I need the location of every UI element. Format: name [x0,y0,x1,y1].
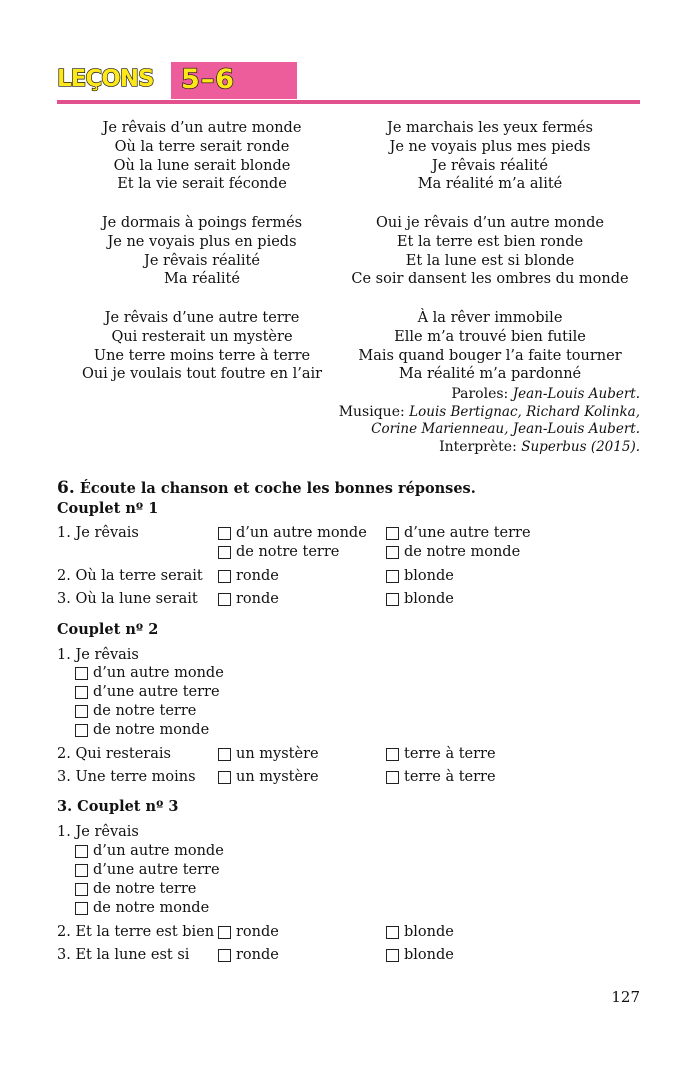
couplet-3-title: 3. Couplet nº 3 [57,798,179,815]
lyric-line: Je rêvais d’un autre monde [102,120,302,136]
lyric-line: Et la vie serait féconde [117,176,287,193]
lyric-line: Qui resterait un mystère [111,328,293,345]
checkbox[interactable] [386,949,399,962]
credit-label: Paroles: [451,386,509,402]
option-label: ronde [236,568,279,584]
option-label: blonde [404,947,454,963]
checkbox[interactable] [386,546,399,559]
option-label: de notre terre [236,544,340,560]
checkbox[interactable] [218,527,231,540]
song-credits [339,386,640,456]
credit-value: Corine Marienneau, Jean-Louis Aubert. [371,421,640,437]
lyrics-stanza-left-2 [60,214,344,289]
lyric-line: Ce soir dansent les ombres du monde [351,271,629,288]
answer-option[interactable] [218,947,279,963]
question-label: 3. Une terre moins [57,769,196,785]
lyric-line: Je ne voyais plus mes pieds [389,138,591,155]
answer-option[interactable] [386,525,531,541]
question-label: 3. Où la lune serait [57,591,198,607]
answer-option[interactable] [218,525,367,541]
checkbox[interactable] [218,570,231,583]
checkbox[interactable] [75,686,88,699]
checkbox[interactable] [75,705,88,718]
lyric-line: Ma réalité m’a pardonné [398,366,582,383]
exercise-number: 6. [57,478,75,498]
checkbox[interactable] [75,667,88,680]
unit-number: 5–6 [181,64,236,95]
answer-option[interactable] [218,544,339,560]
option-label: un mystère [236,769,319,785]
checkbox[interactable] [386,527,399,540]
option-label: de notre monde [93,900,210,916]
option-label: de notre monde [404,544,521,560]
option-label: d’un autre monde [236,525,367,541]
checkbox[interactable] [218,771,231,784]
credit-value: Louis Bertignac, Richard Kolinka, [409,403,640,420]
credit-value: Superbus (2015). [521,438,640,455]
option-label: ronde [236,591,279,607]
option-label: terre à terre [404,769,496,785]
credit-label: Musique: [338,403,405,420]
lyric-line: À la rêver immobile [417,310,563,326]
checkbox[interactable] [386,926,399,939]
checkbox[interactable] [75,724,88,737]
option-label: de notre monde [93,722,210,738]
answer-option[interactable] [75,703,196,719]
lyric-line: Mais quand bouger l’a faite tourner [358,347,622,364]
answer-option[interactable] [75,881,196,897]
lyrics-stanza-right-2 [340,214,640,289]
lyric-line: Une terre moins terre à terre [93,347,311,364]
option-label: terre à terre [404,746,496,762]
lyric-line: Elle m’a trouvé bien futile [394,328,586,345]
lyric-line: Oui je rêvais d’un autre monde [376,215,604,231]
credit-value: Jean-Louis Aubert. [512,386,640,402]
answer-option[interactable] [386,769,496,785]
answer-option[interactable] [386,947,454,963]
lyric-line: Je rêvais réalité [144,252,260,269]
answer-option[interactable] [75,665,224,681]
lyric-line: Où la lune serait blonde [113,157,291,174]
answer-option[interactable] [386,924,454,940]
checkbox[interactable] [218,949,231,962]
option-label: d’une autre terre [93,862,220,878]
checkbox[interactable] [218,926,231,939]
checkbox[interactable] [75,845,88,858]
answer-option[interactable] [75,900,209,916]
checkbox[interactable] [218,546,231,559]
section-title: LEÇONS [57,66,154,92]
answer-option[interactable] [218,769,319,785]
lyric-line: Ma réalité m’a alité [417,176,563,193]
option-label: un mystère [236,746,319,762]
question-label: 2. Où la terre serait [57,568,203,584]
lyric-line: Je marchais les yeux fermés [387,120,593,136]
answer-option[interactable] [75,862,220,878]
checkbox[interactable] [75,883,88,896]
answer-option[interactable] [386,746,496,762]
lyrics-stanza-left-1 [60,119,344,194]
checkbox[interactable] [75,864,88,877]
question-label: 1. Je rêvais [57,824,139,840]
couplet-2-title: Couplet nº 2 [57,621,159,638]
lyric-line: Je rêvais d’une autre terre [104,310,300,326]
lyrics-stanza-left-3 [60,309,344,384]
lyric-line: Oui je voulais tout foutre en l’air [81,366,323,383]
answer-option[interactable] [218,746,319,762]
option-label: d’un autre monde [93,843,224,859]
lyric-line: Où la terre serait ronde [114,138,290,155]
question-label: 1. Je rêvais [57,647,139,663]
answer-option[interactable] [75,843,224,859]
header-rule [57,100,640,104]
option-label: blonde [404,924,454,940]
lyrics-stanza-right-1 [340,119,640,194]
checkbox[interactable] [386,748,399,761]
lyric-line: Et la terre est bien ronde [396,233,584,250]
question-label: 2. Qui resterais [57,746,171,762]
option-label: d’une autre terre [93,684,220,700]
lyrics-stanza-right-3 [340,309,640,384]
lyric-line: Je ne voyais plus en pieds [107,233,297,250]
option-label: ronde [236,924,279,940]
answer-option[interactable] [386,591,454,607]
lyric-line: Ma réalité [164,271,240,288]
answer-option[interactable] [386,544,520,560]
option-label: blonde [404,568,454,584]
page-header [57,62,640,106]
answer-option[interactable] [218,924,279,940]
answer-option[interactable] [386,568,454,584]
answer-option[interactable] [75,684,220,700]
checkbox[interactable] [218,748,231,761]
checkbox[interactable] [386,570,399,583]
option-label: d’un autre monde [93,665,224,681]
question-label: 2. Et la terre est bien [57,924,215,940]
answer-option[interactable] [218,568,279,584]
exercise-title [57,478,476,498]
unit-badge [171,62,297,99]
checkbox[interactable] [386,771,399,784]
checkbox[interactable] [386,593,399,606]
exercise-instruction: Écoute la chanson et coche les bonnes réponses. [79,480,476,497]
lyric-line: Et la lune est si blonde [405,252,575,269]
option-label: d’une autre terre [404,525,531,541]
credit-label: Interprète: [439,438,517,455]
checkbox[interactable] [218,593,231,606]
option-label: de notre terre [93,881,197,897]
option-label: ronde [236,947,279,963]
lyric-line: Je dormais à poings fermés [101,215,303,231]
lyric-line: Je rêvais réalité [432,157,548,174]
option-label: de notre terre [93,703,197,719]
answer-option[interactable] [218,591,279,607]
question-label: 3. Et la lune est si [57,947,190,963]
couplet-1-title: Couplet nº 1 [57,500,159,517]
answer-option[interactable] [75,722,209,738]
option-label: blonde [404,591,454,607]
checkbox[interactable] [75,902,88,915]
page-number: 127 [611,988,640,1006]
question-label: 1. Je rêvais [57,525,139,541]
